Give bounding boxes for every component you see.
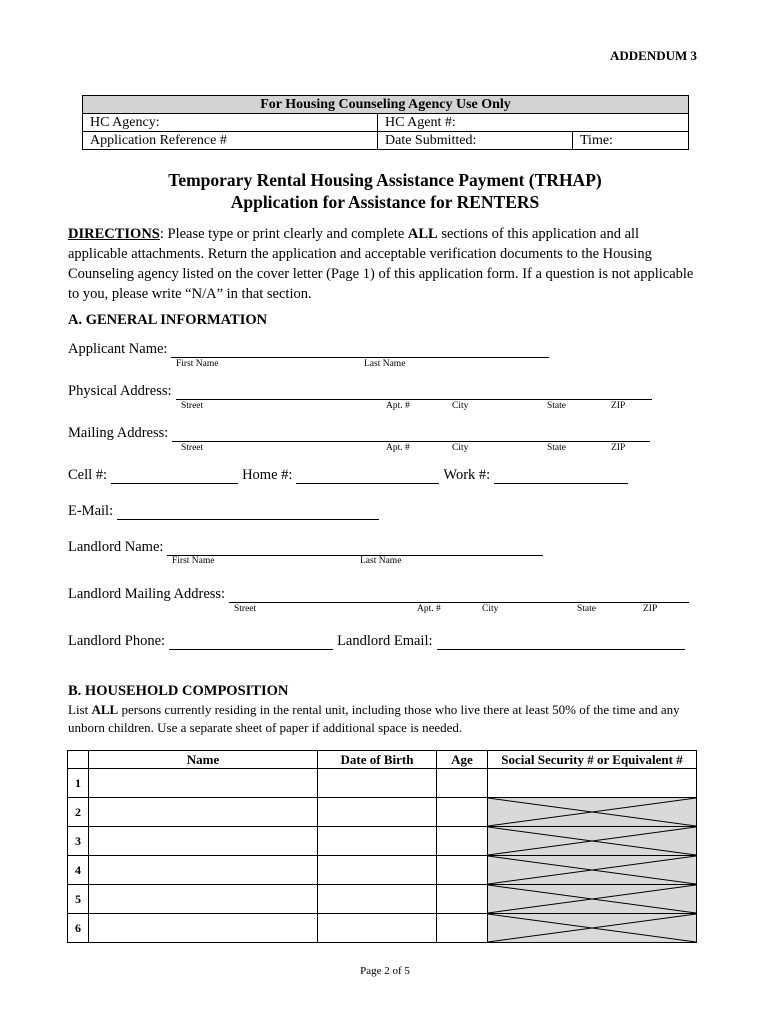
row-number: 5 <box>68 885 89 914</box>
age-cell[interactable] <box>437 798 488 827</box>
landlord-email-input[interactable] <box>437 635 685 650</box>
physical-state-caption: State <box>547 401 566 411</box>
table-row <box>68 856 697 885</box>
landlord-contact-row <box>68 633 689 650</box>
dob-cell[interactable] <box>318 798 437 827</box>
physical-address-input[interactable] <box>176 385 652 400</box>
dob-cell[interactable] <box>318 885 437 914</box>
page-footer: Page 2 of 5 <box>360 965 410 977</box>
section-b-heading: B. HOUSEHOLD COMPOSITION <box>68 683 289 699</box>
directions-paragraph <box>68 224 698 304</box>
applicant-name-row <box>68 341 553 358</box>
dob-cell[interactable] <box>318 856 437 885</box>
physical-address-label: Physical Address: <box>68 383 172 399</box>
landlord-state-caption: State <box>577 604 596 614</box>
age-cell[interactable] <box>437 769 488 798</box>
mailing-state-caption: State <box>547 443 566 453</box>
landlord-city-caption: City <box>482 604 499 614</box>
row-number: 2 <box>68 798 89 827</box>
section-a-heading: A. GENERAL INFORMATION <box>68 312 268 328</box>
dob-column-header: Date of Birth <box>318 751 437 769</box>
landlord-email-label: Landlord Email: <box>337 633 433 649</box>
ssn-column-header: Social Security # or Equivalent # <box>488 751 697 769</box>
agency-table-header: For Housing Counseling Agency Use Only <box>83 96 689 114</box>
ssn-cell[interactable] <box>488 769 697 798</box>
row-number: 6 <box>68 914 89 943</box>
form-title-line1: Temporary Rental Housing Assistance Payment (TRHAP) <box>168 170 602 190</box>
home-label: Home #: <box>242 467 293 483</box>
section-b-text-a: List <box>68 702 92 717</box>
table-row <box>68 885 697 914</box>
landlord-zip-caption: ZIP <box>643 604 658 614</box>
email-input[interactable] <box>117 505 379 520</box>
work-input[interactable] <box>494 469 628 484</box>
ssn-cell-crossed <box>488 885 697 914</box>
name-cell[interactable] <box>89 885 318 914</box>
physical-zip-caption: ZIP <box>611 401 626 411</box>
section-b-text-b: persons currently residing in the rental unit, including those who live there at least 50% of the time and any unborn children. Use a separate sheet of paper if additional space is needed. <box>68 702 680 735</box>
mailing-zip-caption: ZIP <box>611 443 626 453</box>
age-cell[interactable] <box>437 856 488 885</box>
dob-cell[interactable] <box>318 769 437 798</box>
landlord-last-name-caption: Last Name <box>360 556 402 566</box>
phone-row <box>68 467 632 484</box>
dob-cell[interactable] <box>318 827 437 856</box>
mailing-address-label: Mailing Address: <box>68 425 169 441</box>
email-label: E-Mail: <box>68 503 114 519</box>
row-number: 1 <box>68 769 89 798</box>
ssn-cell-crossed <box>488 827 697 856</box>
directions-label: DIRECTIONS <box>68 226 160 242</box>
section-b-bold-all: ALL <box>91 702 119 717</box>
row-number: 4 <box>68 856 89 885</box>
landlord-name-input[interactable] <box>167 541 543 556</box>
mailing-address-input[interactable] <box>172 427 650 442</box>
landlord-first-name-caption: First Name <box>172 556 215 566</box>
landlord-mailing-label: Landlord Mailing Address: <box>68 586 226 602</box>
applicant-last-name-caption: Last Name <box>364 359 406 369</box>
age-cell[interactable] <box>437 885 488 914</box>
table-row <box>68 914 697 943</box>
work-label: Work #: <box>443 467 491 483</box>
landlord-phone-label: Landlord Phone: <box>68 633 166 649</box>
age-cell[interactable] <box>437 827 488 856</box>
applicant-name-label: Applicant Name: <box>68 341 168 357</box>
date-submitted-field[interactable]: Date Submitted: <box>378 132 573 150</box>
form-title-line2: Application for Assistance for RENTERS <box>230 192 540 212</box>
directions-text-b: sections of this application and all applicable attachments. Return the application and acceptable verification documents to the Housing Counseling agency listed on the cover letter (Page 1) of this application form. If a question is not applicable to you, please write “N/A” in that section. <box>68 226 694 302</box>
addendum-label: ADDENDUM 3 <box>610 48 698 63</box>
mailing-city-caption: City <box>452 443 469 453</box>
name-cell[interactable] <box>89 769 318 798</box>
home-input[interactable] <box>296 469 439 484</box>
table-row <box>68 827 697 856</box>
mailing-address-row <box>68 425 654 442</box>
name-column-header: Name <box>89 751 318 769</box>
hc-agency-field[interactable]: HC Agency: <box>83 114 378 132</box>
landlord-name-row <box>68 539 547 556</box>
name-cell[interactable] <box>89 856 318 885</box>
table-row <box>68 798 697 827</box>
age-cell[interactable] <box>437 914 488 943</box>
age-column-header: Age <box>437 751 488 769</box>
cell-input[interactable] <box>111 469 238 484</box>
physical-address-row <box>68 383 656 400</box>
physical-apt-caption: Apt. # <box>386 401 410 411</box>
section-b-instructions <box>68 701 708 737</box>
table-row <box>68 769 697 798</box>
name-cell[interactable] <box>89 798 318 827</box>
ssn-cell-crossed <box>488 914 697 943</box>
ssn-cell-crossed <box>488 798 697 827</box>
landlord-street-caption: Street <box>234 604 257 614</box>
applicant-first-name-caption: First Name <box>176 359 219 369</box>
email-row <box>68 503 383 520</box>
name-cell[interactable] <box>89 827 318 856</box>
hc-agent-field[interactable]: HC Agent #: <box>378 114 689 132</box>
directions-text-a: : Please type or print clearly and complete <box>159 226 408 242</box>
agency-use-table <box>82 95 689 150</box>
landlord-name-label: Landlord Name: <box>68 539 164 555</box>
physical-city-caption: City <box>452 401 469 411</box>
ssn-cell-crossed <box>488 856 697 885</box>
time-field[interactable]: Time: <box>573 132 689 150</box>
app-ref-field[interactable]: Application Reference # <box>83 132 378 150</box>
cell-label: Cell #: <box>68 467 108 483</box>
landlord-mailing-row <box>68 586 693 603</box>
mailing-street-caption: Street <box>181 443 204 453</box>
applicant-name-input[interactable] <box>171 343 549 358</box>
landlord-mailing-input[interactable] <box>229 588 689 603</box>
directions-bold-all: ALL <box>407 226 438 242</box>
household-table <box>67 750 697 943</box>
physical-street-caption: Street <box>181 401 204 411</box>
dob-cell[interactable] <box>318 914 437 943</box>
row-number-header <box>68 751 89 769</box>
row-number: 3 <box>68 827 89 856</box>
name-cell[interactable] <box>89 914 318 943</box>
mailing-apt-caption: Apt. # <box>386 443 410 453</box>
landlord-phone-input[interactable] <box>169 635 333 650</box>
landlord-apt-caption: Apt. # <box>417 604 441 614</box>
